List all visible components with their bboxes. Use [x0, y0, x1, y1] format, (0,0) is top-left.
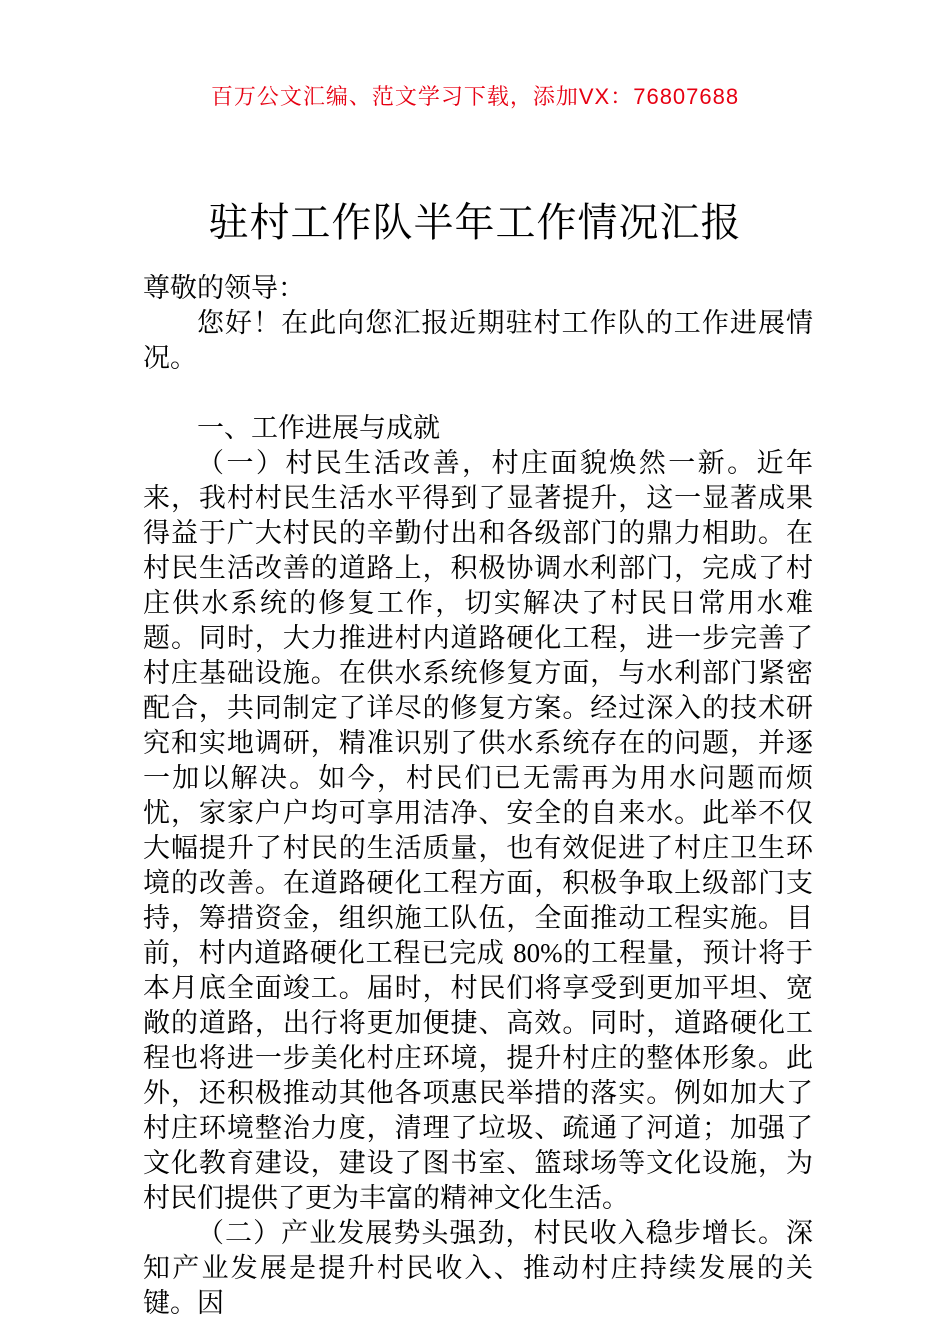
paragraph-1-text-before-number: （一）村民生活改善，村庄面貌焕然一新。近年来，我村村民生活水平得到了显著提升，这一显著成果得益于广大村民的辛勤付出和各级部门的鼎力相助。在村民生活改善的道路上，积极协调水利部门，完成了村庄供水系统的修复工作，切实解决了村民日常用水难题。同时，大力推进村内道路硬化工程，进一步完善了村庄基础设施。在供水系统修复方面，与水利部门紧密配合，共同制定了详尽的修复方案。经过深入的技术研究和实地调研，精准识别了供水系统存在的问题，并逐一加以解决。如今，村民们已无需再为用水问题而烦忧，家家户户均可享用洁净、安全的自来水。此举不仅大幅提升了村民的生活质量，也有效促进了村庄卫生环境的改善。在道路硬化工程方面，积极争取上级部门支持，筹措资金，组织施工队伍，全面推动工程实施。目前，村内道路硬化工程已完成	[143, 448, 813, 968]
section-1-heading: 一、工作进展与成就	[197, 413, 440, 443]
paragraph-1	[143, 446, 813, 1216]
paragraph-1-text-after-number: 的工程量，预计将于本月底全面竣工。届时，村民们将享受到更加平坦、宽敞的道路，出行将更加便捷、高效。同时，道路硬化工程也将进一步美化村庄环境，提升村庄的整体形象。此外，还积极推动其他各项惠民举措的落实。例如加大了村庄环境整治力度，清理了垃圾、疏通了河道；加强了文化教育建设，建设了图书室、篮球场等文化设施，为村民们提供了更为丰富的精神文化生活。	[143, 938, 813, 1213]
completion-percentage-value: 80%	[513, 938, 563, 968]
salutation: 尊敬的领导：	[143, 273, 305, 303]
watermark-note: 百万公文汇编、范文学习下载，添加VX：76807688	[210, 84, 740, 109]
document-title: 驻村工作队半年工作情况汇报	[208, 200, 742, 245]
paragraph-2: （二）产业发展势头强劲，村民收入稳步增长。深知产业发展是提升村民收入、推动村庄持续发展的关键。因	[143, 1218, 813, 1318]
document-body	[143, 271, 813, 1321]
greeting-line: 您好！在此向您汇报近期驻村工作队的工作进展情况。	[143, 308, 813, 373]
